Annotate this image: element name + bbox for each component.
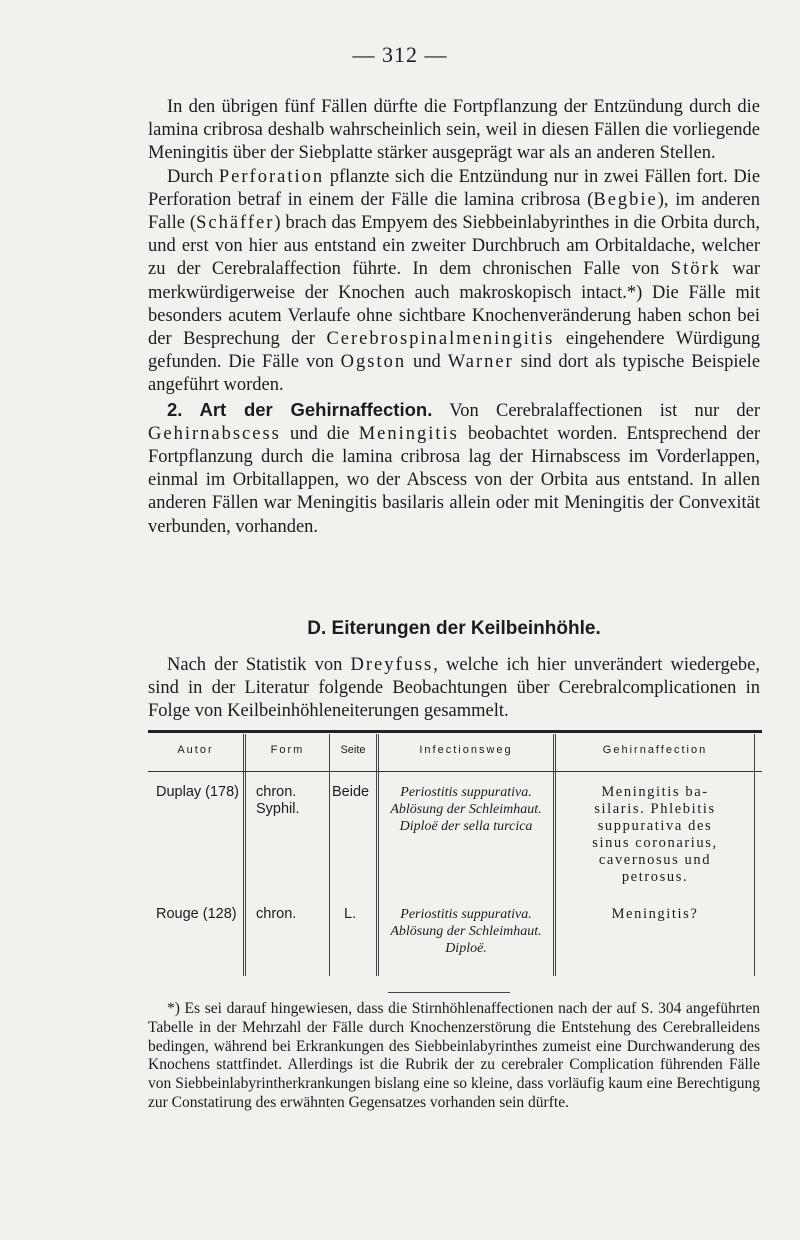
text-run: Durch <box>167 166 214 187</box>
paragraph-2 <box>148 166 760 398</box>
table-cell-gehirnaffection <box>556 906 754 923</box>
header-gehirnaffection: Gehirnaffection <box>602 744 708 756</box>
text-run: war merkwürdigerweise der Knochen auch makroskopisch intact.*) Die Fälle mit besonders acutem Verlaufe ohne sichtbare Knochenveränderung haben schon bei der Besprechung der <box>148 259 761 350</box>
cell-line: sinus coronarius, <box>592 835 718 851</box>
author-name: Begbie <box>593 189 658 210</box>
paragraph-3 <box>148 398 760 539</box>
table-cell-autor: Rouge (128) <box>156 906 237 922</box>
table-cell-infectionsweg <box>378 784 554 835</box>
cell-line: Periostitis suppurativa. <box>400 785 532 800</box>
statistics-table <box>148 730 762 980</box>
table-top-rule <box>148 730 762 733</box>
cell-line: Diploë. <box>445 941 487 956</box>
column-divider <box>329 734 330 976</box>
author-name: Störk <box>670 259 721 280</box>
table-cell-autor: Duplay (178) <box>156 784 240 800</box>
cell-line: chron. <box>256 784 297 800</box>
cell-line: suppurativa des <box>597 818 713 834</box>
subsection-heading: 2. Art der Gehirnaffection. <box>167 398 433 420</box>
text-run: pflanzte sich die Entzündung nur in zwei Fällen fort. Die Perforation betraf in einem der Fälle die lamina cribrosa ( <box>148 166 761 210</box>
intro-text <box>148 654 760 724</box>
table-cell-infectionsweg <box>378 906 554 957</box>
cell-line: Meningitis? <box>611 906 699 922</box>
author-name: Ogston <box>340 352 407 373</box>
text-run: ) brach das Empyem des Siebbeinlabyrinthes in die Orbita durch, und erst von hier aus entstand ein zweiter Durchbruch am Orbitaldache, welcher zu der Cerebralaffection führte. In dem chronischen Falle von <box>148 213 760 280</box>
table-cell-gehirnaffection <box>556 784 754 886</box>
table-cell-seite: L. <box>344 906 357 922</box>
cell-line: silaris. Phlebitis <box>594 801 716 817</box>
column-divider <box>754 734 755 976</box>
header-autor: Autor <box>177 744 214 756</box>
footnote <box>148 1000 760 1113</box>
text-run: beobachtet worden. Entsprechend der Fortpflanzung durch die lamina cribrosa lag der Hirnabscess im Vorderlappen, einmal im Orbitallappen, wo der Abscess von der Orbita aus entstand. In allen anderen Fällen war Meningitis basilaris allein oder mit Meningitis der Convexität verbunden, vorhanden. <box>148 423 761 537</box>
table-header-rule <box>148 771 762 772</box>
cell-line: chron. <box>256 906 297 922</box>
text-run: sind dort als typische Beispiele angeführt worden. <box>148 352 761 396</box>
footnote-text: *) Es sei darauf hingewiesen, dass die Stirnhöhlenaffectionen nach der auf S. 304 angeführten Tabelle in der Mehrzahl der Fälle durch Knochenzerstörung die Entstehung des Cerebralleidens bedingen, während bei Erkrankungen des Siebbeinlabyrinthes zumeist eine Durchwanderung des Knochens stattfindet. Allerdings ist die Rubrik der zu cerebraler Complication führenden Fälle von Siebbeinlabyrintherkrankungen bislang eine so kleine, dass vorläufig kaum eine Berechtigung zur Constatirung des erwähnten Gegensatzes vorhanden sein dürfte. <box>148 1000 760 1111</box>
spaced-term: Perforation <box>218 166 325 187</box>
spaced-term: Cerebrospinalmeningitis <box>326 329 555 350</box>
spaced-term: Meningitis <box>358 423 459 444</box>
page-number: — 312 — <box>352 42 448 67</box>
header-form: Form <box>270 744 305 756</box>
section-heading: D. Eiterungen der Keilbeinhöhle. <box>307 618 601 639</box>
intro-paragraph <box>148 654 760 724</box>
table-cell-seite: Beide <box>332 784 370 800</box>
table-cell-form <box>256 906 296 923</box>
table-cell-form <box>256 784 300 818</box>
text-run: und die <box>290 423 350 444</box>
header-infectionsweg: Infectionsweg <box>419 744 513 756</box>
spaced-term: Gehirnabscess <box>148 423 281 444</box>
body-text <box>148 96 760 539</box>
cell-line: cavernosus und <box>598 852 712 868</box>
column-divider <box>243 734 246 976</box>
cell-line: Diploë der sella turcica <box>399 819 533 834</box>
author-name: Schäffer <box>196 213 275 234</box>
cell-line: petrosus. <box>621 869 689 885</box>
footnote-rule <box>388 992 510 993</box>
header-seite: Seite <box>340 744 366 756</box>
paragraph-1: In den übrigen fünf Fällen dürfte die Fortpflanzung der Entzündung durch die lamina cribrosa deshalb wahrscheinlich sein, weil in diesen Fällen die vorliegende Meningitis über der Siebplatte stärker ausgeprägt war als an anderen Stellen. <box>148 97 760 164</box>
text-run: Von Cerebralaffectionen ist nur der <box>449 400 760 421</box>
cell-line: Periostitis suppurativa. <box>400 907 532 922</box>
text-run: Nach der Statistik von <box>167 655 343 675</box>
text-run: eingehendere Würdigung gefunden. Die Fälle von <box>148 329 760 373</box>
cell-line: Ablösung der Schleimhaut. <box>390 802 542 817</box>
cell-line: Meningitis ba- <box>601 784 709 800</box>
author-name: Dreyfuss <box>350 655 434 675</box>
text-run: und <box>413 352 441 373</box>
text-run: ), im anderen Falle ( <box>148 189 760 234</box>
text-run: , welche ich hier unverändert wiedergebe, sind in der Literatur folgende Beobachtungen über Cerebralcomplicationen in Folge von Keilbeinhöhleneiterungen gesammelt. <box>148 655 761 722</box>
cell-line: Ablösung der Schleimhaut. <box>390 924 542 939</box>
cell-line: Syphil. <box>256 801 300 817</box>
author-name: Warner <box>447 352 514 373</box>
